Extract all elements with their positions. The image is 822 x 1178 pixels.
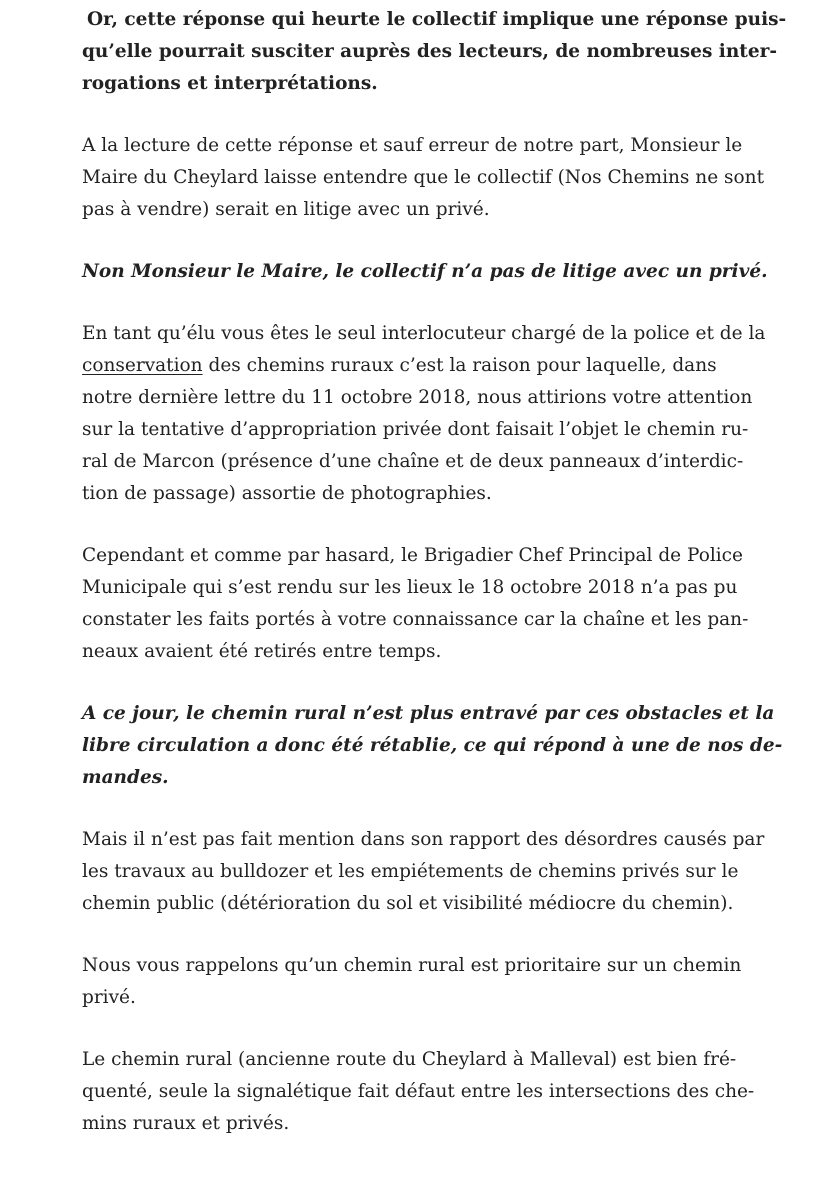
paragraph-intro-bold bbox=[82, 4, 787, 100]
text-line: mins ruraux et privés. bbox=[82, 1113, 290, 1134]
text-line: Mais il n’est pas fait mention dans son rapport des désordres causés par bbox=[82, 829, 765, 850]
text-line: chemin public (détérioration du sol et visibilité médiocre du chemin). bbox=[82, 893, 734, 914]
text-line: libre circulation a donc été rétablie, ce qui répond à une de nos de- bbox=[82, 735, 783, 756]
text-line: Nous vous rappelons qu’un chemin rural est prioritaire sur un chemin bbox=[82, 955, 742, 976]
text-line: privé. bbox=[82, 987, 136, 1008]
conservation-link[interactable]: conservation bbox=[82, 355, 203, 376]
text-line: notre dernière lettre du 11 octobre 2018, nous attirions votre attention bbox=[82, 387, 753, 408]
text-line: constater les faits portés à votre connaissance car la chaîne et les pan- bbox=[82, 609, 749, 630]
text-line: neaux avaient été retirés entre temps. bbox=[82, 641, 442, 662]
paragraph-rappel bbox=[82, 950, 762, 1014]
text-line bbox=[82, 350, 762, 382]
text-line: qu’elle pourrait susciter auprès des lecteurs, de nombreuses inter- bbox=[82, 41, 778, 62]
text-line: mandes. bbox=[82, 767, 169, 788]
paragraph-brigadier bbox=[82, 540, 762, 668]
paragraph-no-litige bbox=[82, 256, 768, 288]
paragraph-frequentation bbox=[82, 1044, 762, 1140]
text-line: Or, cette réponse qui heurte le collectif implique une réponse puis- bbox=[87, 9, 787, 30]
text-line: tion de passage) assortie de photographies. bbox=[82, 483, 492, 504]
text-line: rogations et interprétations. bbox=[82, 73, 378, 94]
text-line: A la lecture de cette réponse et sauf erreur de notre part, Monsieur le bbox=[82, 135, 743, 156]
text-line: sur la tentative d’appropriation privée dont faisait l’objet le chemin ru- bbox=[82, 419, 749, 440]
text-line: quenté, seule la signalétique fait défaut entre les intersections des che- bbox=[82, 1081, 755, 1102]
paragraph-reading bbox=[82, 130, 762, 226]
text-line: Le chemin rural (ancienne route du Cheylard à Malleval) est bien fré- bbox=[82, 1049, 737, 1070]
text-line: ral de Marcon (présence d’une chaîne et de deux panneaux d’interdic- bbox=[82, 451, 744, 472]
text-line: Cependant et comme par hasard, le Brigadier Chef Principal de Police bbox=[82, 545, 743, 566]
text-line: Maire du Cheylard laisse entendre que le collectif (Nos Chemins ne sont bbox=[82, 167, 764, 188]
paragraph-a-ce-jour bbox=[82, 698, 783, 794]
text-line: Municipale qui s’est rendu sur les lieux le 18 octobre 2018 n’a pas pu bbox=[82, 577, 738, 598]
text-line: Non Monsieur le Maire, le collectif n’a pas de litige avec un privé. bbox=[82, 261, 768, 282]
paragraph-elu bbox=[82, 318, 766, 510]
paragraph-rapport bbox=[82, 824, 765, 920]
text-line: En tant qu’élu vous êtes le seul interlocuteur chargé de la police et de la bbox=[82, 323, 766, 344]
text-line: les travaux au bulldozer et les empiétements de chemins privés sur le bbox=[82, 861, 739, 882]
text-line: A ce jour, le chemin rural n’est plus entravé par ces obstacles et la bbox=[82, 703, 775, 724]
text-line: pas à vendre) serait en litige avec un privé. bbox=[82, 199, 490, 220]
text-segment: des chemins ruraux c’est la raison pour laquelle, dans bbox=[202, 355, 717, 376]
